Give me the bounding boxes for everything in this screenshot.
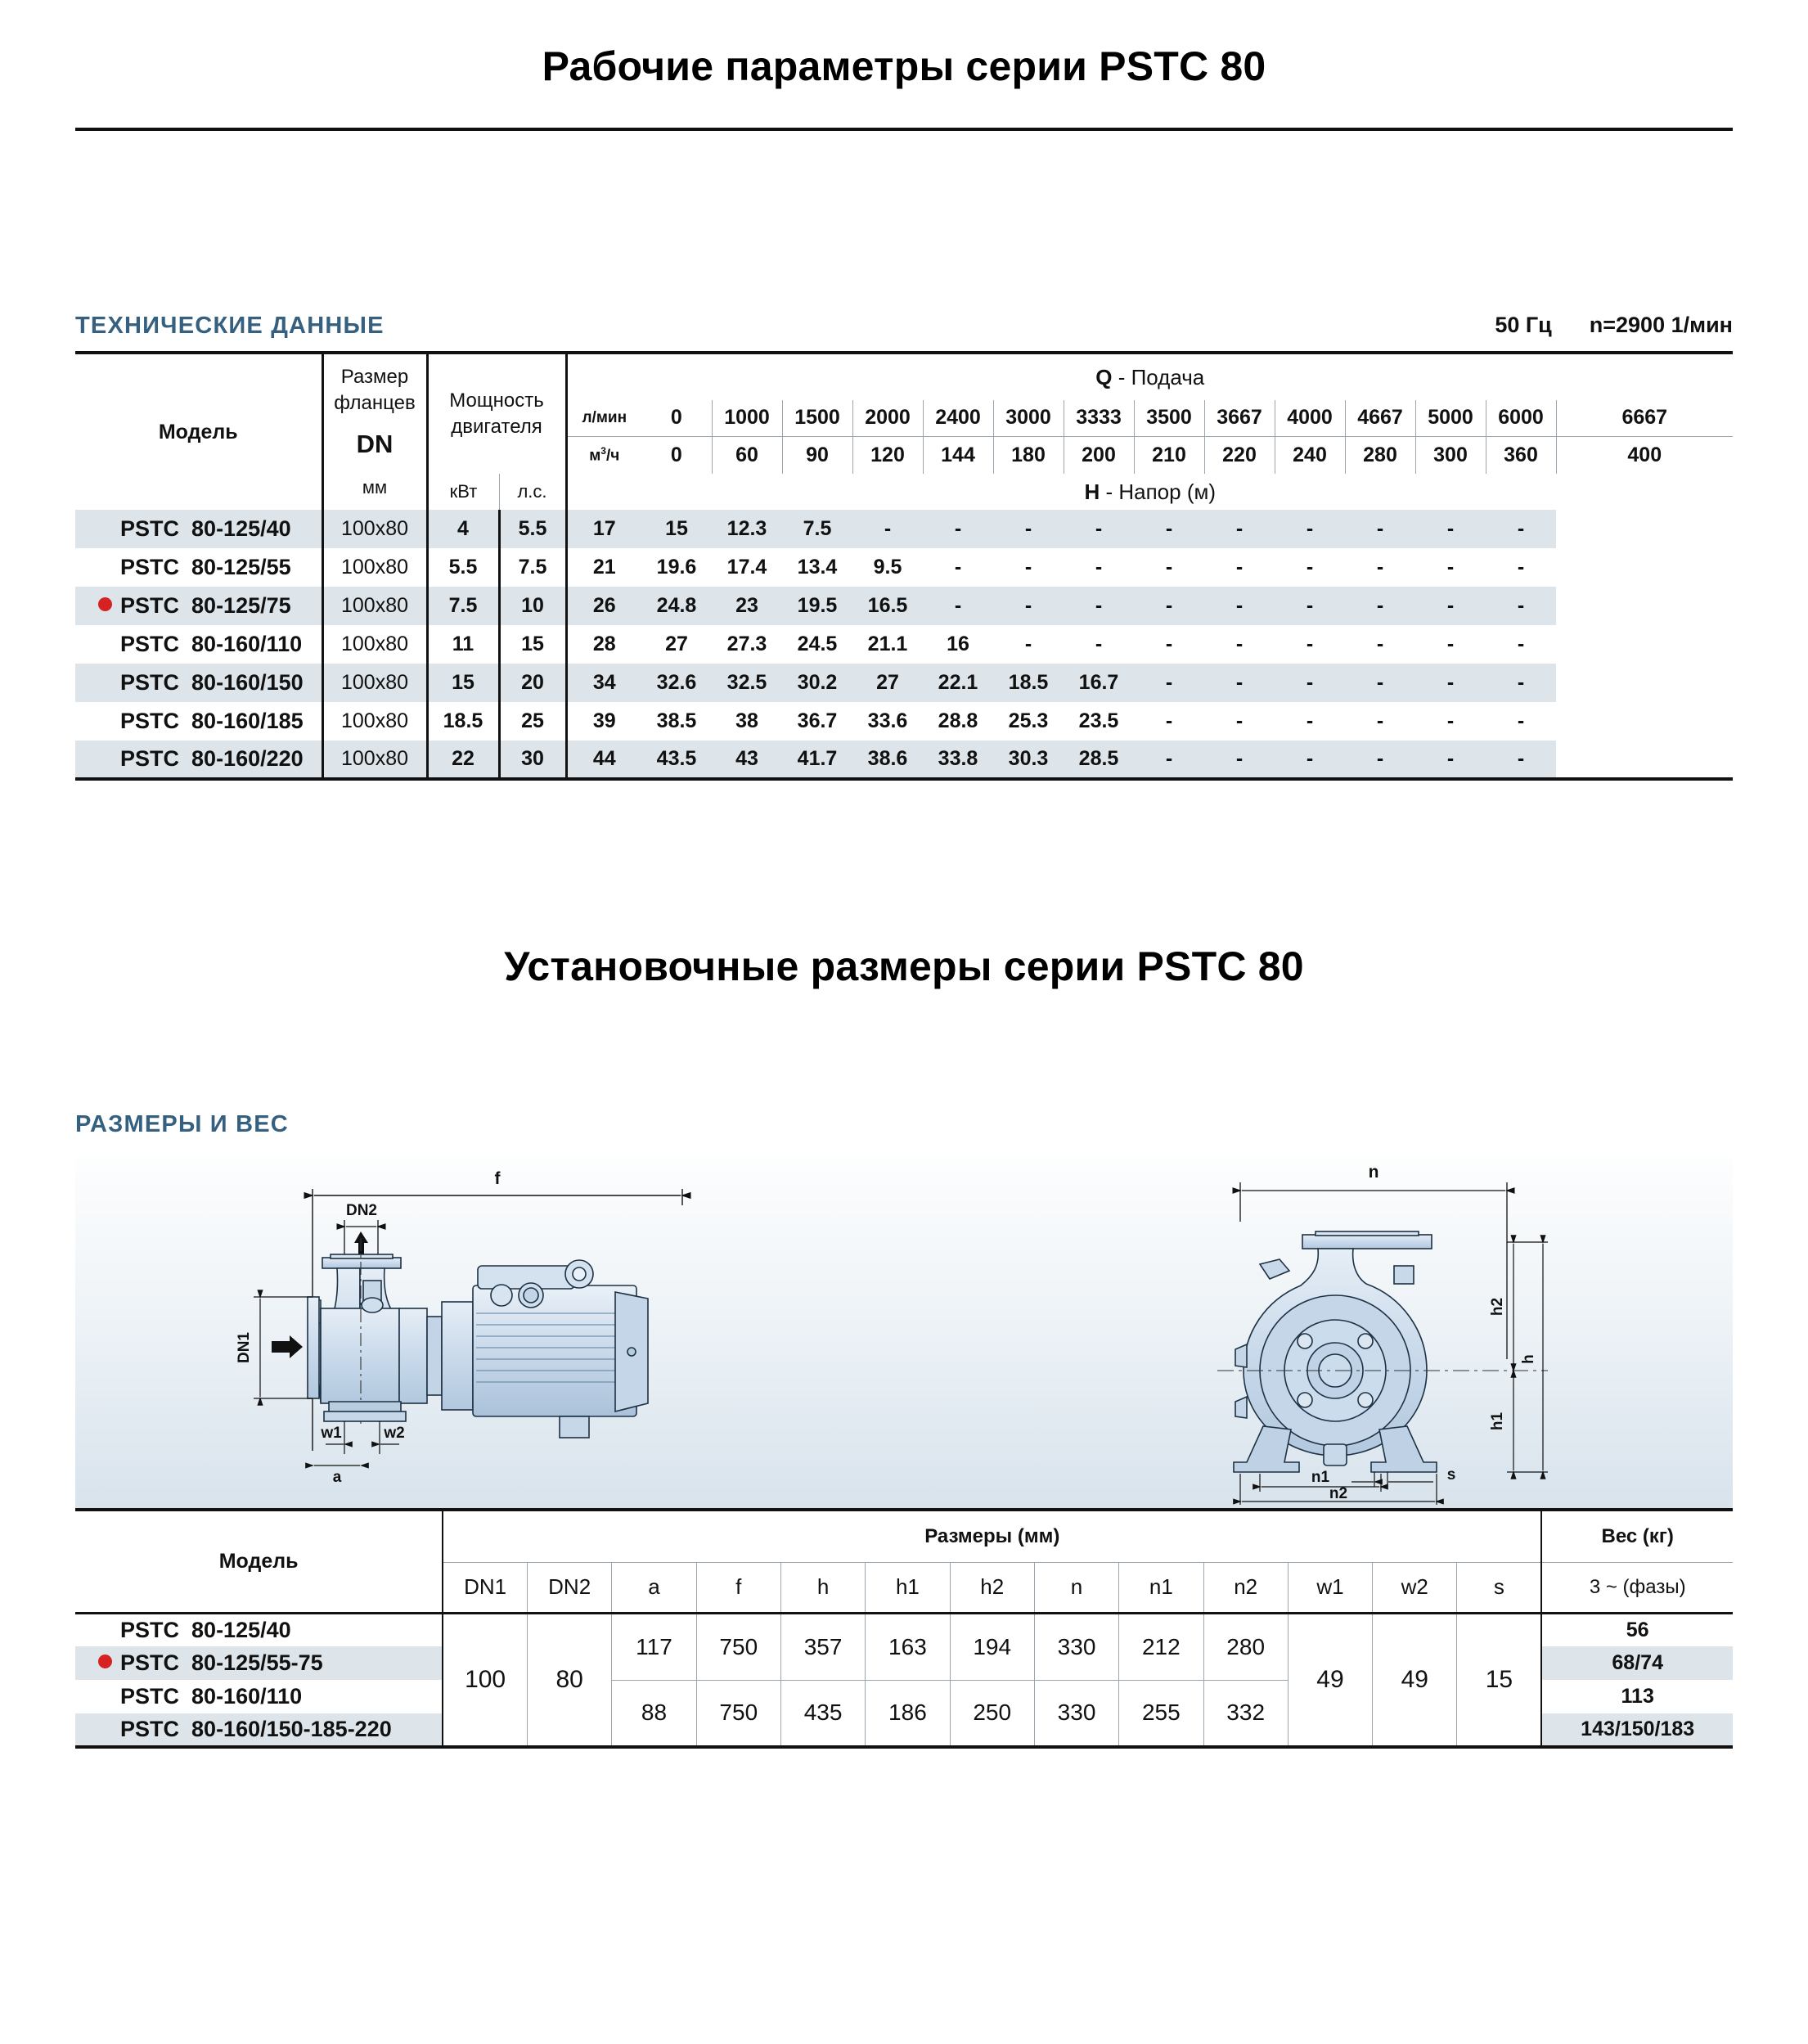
- dimensions-section: [75, 1111, 1733, 1749]
- row-head-0-6: -: [1024, 517, 1032, 540]
- row-hp-2: 10: [499, 587, 566, 625]
- q-m3h-2: 90: [782, 436, 852, 474]
- dim-value-h1-groupA: 163: [866, 1613, 950, 1680]
- row-head-4-7: 16.7: [1078, 671, 1119, 694]
- row-head-1-7: -: [1095, 556, 1103, 579]
- row-head-0-0: 17: [566, 510, 641, 548]
- row-head-2-7: -: [1095, 594, 1103, 617]
- row-model-code-4: 80-160/150: [191, 670, 304, 695]
- dim-col-w2: w2: [1373, 1562, 1457, 1613]
- row-head-5-7: 23.5: [1078, 709, 1119, 732]
- row-model-code-1: 80-125/55: [191, 555, 291, 579]
- row-head-0-5: -: [954, 517, 962, 540]
- row-dn-4: 100x80: [322, 664, 427, 702]
- dim-row-prefix-1: PSTC: [120, 1650, 180, 1675]
- dim-label-f: f: [494, 1169, 501, 1188]
- row-dn-0: 100x80: [322, 510, 427, 548]
- dim-col-n2: n2: [1203, 1562, 1288, 1613]
- dim-value-n1-groupA: 212: [1119, 1613, 1203, 1680]
- row-head-4-3: 30.2: [797, 671, 838, 694]
- row-head-2-1: 24.8: [656, 594, 697, 617]
- row-head-6-11: -: [1376, 747, 1384, 770]
- dim-value-a-groupA: 117: [612, 1613, 696, 1680]
- row-head-1-2: 17.4: [726, 556, 767, 579]
- dim-row-code-0: 80-125/40: [191, 1617, 291, 1642]
- table-row[interactable]: [75, 664, 1733, 702]
- header-h-title: [566, 474, 1733, 510]
- row-head-0-4: -: [884, 517, 892, 540]
- row-model-0: [75, 510, 322, 548]
- row-marker-6: [98, 750, 112, 764]
- row-dn-1: 100x80: [322, 548, 427, 587]
- dim-weight-2: 113: [1541, 1680, 1733, 1713]
- q-m3h-9: 240: [1275, 436, 1345, 474]
- row-head-5-1: 38.5: [656, 709, 697, 732]
- dim-row-model-0: [75, 1613, 443, 1646]
- dim-row-code-2: 80-160/110: [191, 1684, 303, 1709]
- header-flange-size-line2: фланцев: [334, 392, 416, 414]
- row-head-1-13: -: [1517, 556, 1525, 579]
- dim-value-n2-groupB: 332: [1203, 1680, 1288, 1747]
- row-head-1-4: 9.5: [873, 556, 902, 579]
- row-head-2-11: -: [1376, 594, 1384, 617]
- operating-conditions: [1495, 313, 1733, 340]
- row-head-2-4: 16.5: [867, 594, 908, 617]
- q-m3h-10: 280: [1345, 436, 1415, 474]
- row-head-4-13: -: [1517, 671, 1525, 694]
- row-kw-2: 7.5: [427, 587, 499, 625]
- row-head-3-3: 24.5: [797, 633, 838, 655]
- dim-value-w1: 49: [1288, 1613, 1372, 1747]
- dim-row-marker-3: [98, 1721, 112, 1735]
- header-unit-lmin: л/мин: [566, 400, 641, 436]
- table-row[interactable]: [75, 741, 1733, 779]
- q-m3h-1: 60: [712, 436, 782, 474]
- row-head-4-11: -: [1376, 671, 1384, 694]
- row-head-3-13: -: [1517, 633, 1525, 655]
- row-kw-4: 15: [427, 664, 499, 702]
- row-head-3-4: 21.1: [867, 633, 908, 655]
- header-flange-size-line1: Размер: [340, 366, 409, 388]
- row-kw-5: 18.5: [427, 702, 499, 741]
- q-lmin-3: 2000: [852, 400, 923, 436]
- dimensions-section-label: РАЗМЕРЫ И ВЕС: [75, 1111, 289, 1137]
- dim-weight-3: 143/150/183: [1541, 1713, 1733, 1747]
- row-head-5-11: -: [1376, 709, 1384, 732]
- dim-label-dn1: DN1: [236, 1331, 253, 1364]
- row-dn-6: 100x80: [322, 741, 427, 779]
- row-model-prefix-6: PSTC: [120, 746, 180, 771]
- row-head-1-3: 13.4: [797, 556, 838, 579]
- dim-row-marker-2: [98, 1688, 112, 1702]
- dim-header-model: Модель: [218, 1549, 299, 1573]
- row-head-5-3: 36.7: [797, 709, 838, 732]
- dim-value-h-groupB: 435: [780, 1680, 865, 1747]
- row-head-2-8: -: [1165, 594, 1173, 617]
- q-m3h-7: 210: [1134, 436, 1204, 474]
- row-head-2-5: -: [954, 594, 962, 617]
- row-model-2: [75, 587, 322, 625]
- row-marker-2: [98, 597, 112, 611]
- dim-col-w1: w1: [1288, 1562, 1372, 1613]
- row-head-6-9: -: [1235, 747, 1244, 770]
- header-flange-dn: DN: [356, 430, 394, 458]
- technical-data-section-label: ТЕХНИЧЕСКИЕ ДАННЫЕ: [75, 313, 385, 339]
- dim-weight-1: 68/74: [1541, 1646, 1733, 1680]
- row-head-2-9: -: [1235, 594, 1244, 617]
- row-marker-3: [98, 636, 112, 650]
- q-m3h-4: 144: [923, 436, 993, 474]
- row-hp-5: 25: [499, 702, 566, 741]
- dim-col-h1: h1: [866, 1562, 950, 1613]
- row-head-1-0: 21: [566, 548, 641, 587]
- header-model: Модель: [158, 420, 238, 443]
- header-hp: л.с.: [499, 474, 566, 510]
- dim-label-n2: n2: [1329, 1485, 1348, 1502]
- dim-value-dn2: 80: [528, 1613, 612, 1747]
- dim-row-marker-0: [98, 1622, 112, 1636]
- dimensions-table: [75, 1508, 1733, 1749]
- dim-label-dn2: DN2: [345, 1202, 378, 1219]
- dim-value-w2: 49: [1373, 1613, 1457, 1747]
- row-head-6-5: 33.8: [938, 747, 978, 770]
- dim-value-dn1: 100: [443, 1613, 527, 1747]
- row-head-3-8: -: [1165, 633, 1173, 655]
- row-head-5-4: 33.6: [867, 709, 908, 732]
- row-head-2-13: -: [1517, 594, 1525, 617]
- row-model-code-5: 80-160/185: [191, 709, 304, 733]
- dim-col-s: s: [1457, 1562, 1541, 1613]
- row-hp-1: 7.5: [499, 548, 566, 587]
- row-hp-6: 30: [499, 741, 566, 779]
- dim-value-h2-groupB: 250: [950, 1680, 1034, 1747]
- row-kw-3: 11: [427, 625, 499, 664]
- q-lmin-9: 4000: [1275, 400, 1345, 436]
- dim-value-n2-groupA: 280: [1203, 1613, 1288, 1680]
- row-head-0-7: -: [1095, 517, 1103, 540]
- row-head-2-0: 26: [566, 587, 641, 625]
- header-flange-size: [322, 353, 427, 510]
- row-head-4-12: -: [1446, 671, 1455, 694]
- header-h-caption: - Напор (м): [1100, 479, 1217, 504]
- row-head-3-5: 16: [947, 633, 969, 655]
- row-model-code-2: 80-125/75: [191, 593, 291, 618]
- row-model-6: [75, 741, 322, 779]
- dim-row-prefix-3: PSTC: [120, 1717, 180, 1741]
- row-head-3-6: -: [1024, 633, 1032, 655]
- header-q-caption: - Подача: [1112, 364, 1205, 389]
- row-head-6-3: 41.7: [797, 747, 838, 770]
- row-model-5: [75, 702, 322, 741]
- row-model-prefix-0: PSTC: [120, 516, 180, 541]
- row-model-prefix-3: PSTC: [120, 632, 180, 656]
- row-head-4-1: 32.6: [656, 671, 697, 694]
- row-head-6-1: 43.5: [656, 747, 697, 770]
- dim-col-n: n: [1034, 1562, 1118, 1613]
- dim-col-phases: 3 ~ (фазы): [1541, 1562, 1733, 1613]
- header-kw: кВт: [427, 474, 499, 510]
- row-marker-4: [98, 674, 112, 688]
- q-lmin-13: 6667: [1556, 400, 1733, 436]
- row-dn-2: 100x80: [322, 587, 427, 625]
- dim-label-n1: n1: [1311, 1469, 1330, 1486]
- row-model-4: [75, 664, 322, 702]
- row-head-0-13: -: [1517, 517, 1525, 540]
- row-kw-6: 22: [427, 741, 499, 779]
- row-head-1-5: -: [954, 556, 962, 579]
- row-kw-1: 5.5: [427, 548, 499, 587]
- row-head-5-8: -: [1165, 709, 1173, 732]
- row-model-prefix-1: PSTC: [120, 555, 180, 579]
- row-head-6-4: 38.6: [867, 747, 908, 770]
- dim-row-code-1: 80-125/55-75: [191, 1650, 323, 1675]
- dim-header-group-sizes: Размеры (мм): [443, 1510, 1541, 1562]
- q-m3h-11: 300: [1415, 436, 1486, 474]
- row-model-code-0: 80-125/40: [191, 516, 291, 541]
- row-head-5-12: -: [1446, 709, 1455, 732]
- q-lmin-8: 3667: [1204, 400, 1275, 436]
- row-hp-4: 20: [499, 664, 566, 702]
- q-m3h-5: 180: [993, 436, 1064, 474]
- row-head-3-7: -: [1095, 633, 1103, 655]
- dim-value-f-groupA: 750: [696, 1613, 780, 1680]
- row-head-1-9: -: [1235, 556, 1244, 579]
- q-lmin-10: 4667: [1345, 400, 1415, 436]
- table-row[interactable]: [75, 1613, 1733, 1646]
- row-hp-3: 15: [499, 625, 566, 664]
- row-head-0-3: 7.5: [803, 517, 832, 540]
- row-head-4-6: 18.5: [1008, 671, 1049, 694]
- row-head-0-1: 15: [665, 517, 688, 540]
- q-lmin-2: 1500: [782, 400, 852, 436]
- row-head-6-8: -: [1165, 747, 1173, 770]
- q-m3h-12: 360: [1486, 436, 1556, 474]
- row-model-1: [75, 548, 322, 587]
- row-head-0-8: -: [1165, 517, 1173, 540]
- pump-dimension-drawing: [75, 1156, 1733, 1508]
- row-head-5-0: 39: [566, 702, 641, 741]
- row-head-5-10: -: [1306, 709, 1314, 732]
- dim-value-a-groupB: 88: [612, 1680, 696, 1747]
- row-head-2-10: -: [1306, 594, 1314, 617]
- frequency-value: 50 Гц: [1495, 313, 1552, 337]
- row-head-0-9: -: [1235, 517, 1244, 540]
- dim-label-a: a: [332, 1469, 342, 1486]
- dim-row-model-3: [75, 1713, 443, 1747]
- dim-label-h: h: [1520, 1354, 1537, 1364]
- q-m3h-0: 0: [670, 443, 682, 466]
- row-head-4-5: 22.1: [938, 671, 978, 694]
- dim-label-w1: w1: [321, 1425, 342, 1442]
- row-head-4-10: -: [1306, 671, 1314, 694]
- row-head-1-11: -: [1376, 556, 1384, 579]
- pump-diagram-panel: [75, 1156, 1733, 1508]
- dim-weight-0: 56: [1541, 1613, 1733, 1646]
- inlet-flow-arrow-icon: [272, 1335, 303, 1358]
- row-head-1-10: -: [1306, 556, 1314, 579]
- dim-row-model-1: [75, 1646, 443, 1680]
- dim-col-h: h: [780, 1562, 865, 1613]
- row-model-code-3: 80-160/110: [191, 632, 303, 656]
- header-q-title: [566, 353, 1733, 400]
- row-head-0-11: -: [1376, 517, 1384, 540]
- row-head-5-9: -: [1235, 709, 1244, 732]
- table-row[interactable]: [75, 587, 1733, 625]
- table-row[interactable]: [75, 548, 1733, 587]
- q-lmin-7: 3500: [1134, 400, 1204, 436]
- table-row[interactable]: [75, 702, 1733, 741]
- row-head-3-1: 27: [665, 633, 688, 655]
- header-q-symbol: Q: [1095, 364, 1113, 389]
- header-motor-power: [427, 353, 566, 474]
- row-head-1-12: -: [1446, 556, 1455, 579]
- row-head-4-8: -: [1165, 671, 1173, 694]
- header-flange-unit: мм: [362, 477, 388, 497]
- row-head-3-11: -: [1376, 633, 1384, 655]
- dim-label-n: n: [1368, 1163, 1379, 1182]
- q-m3h-3: 120: [852, 436, 923, 474]
- row-head-6-7: 28.5: [1078, 747, 1119, 770]
- row-head-2-6: -: [1024, 594, 1032, 617]
- row-marker-5: [98, 713, 112, 727]
- dim-row-prefix-2: PSTC: [120, 1684, 180, 1709]
- header-motor-power-line1: Мощность: [449, 389, 544, 412]
- table-row[interactable]: [75, 625, 1733, 664]
- technical-data-header-row: [75, 313, 1733, 351]
- dim-value-h2-groupA: 194: [950, 1613, 1034, 1680]
- header-h-symbol: H: [1084, 479, 1100, 504]
- row-model-prefix-2: PSTC: [120, 593, 180, 618]
- q-m3h-8: 220: [1204, 436, 1275, 474]
- dim-col-dn2: DN2: [528, 1562, 612, 1613]
- row-model-3: [75, 625, 322, 664]
- row-head-0-12: -: [1446, 517, 1455, 540]
- row-kw-0: 4: [427, 510, 499, 548]
- dim-value-s: 15: [1457, 1613, 1541, 1747]
- row-head-3-12: -: [1446, 633, 1455, 655]
- dim-header-row-groups: [75, 1510, 1733, 1562]
- dim-value-h-groupA: 357: [780, 1613, 865, 1680]
- row-dn-5: 100x80: [322, 702, 427, 741]
- row-dn-3: 100x80: [322, 625, 427, 664]
- q-m3h-6: 200: [1064, 436, 1134, 474]
- dim-value-n-groupB: 330: [1034, 1680, 1118, 1747]
- row-head-4-4: 27: [876, 671, 899, 694]
- q-lmin-12: 6000: [1486, 400, 1556, 436]
- dim-label-s: s: [1446, 1466, 1456, 1483]
- dim-col-h2: h2: [950, 1562, 1034, 1613]
- row-head-5-2: 38: [735, 709, 758, 732]
- row-head-5-13: -: [1517, 709, 1525, 732]
- dim-row-code-3: 80-160/150-185-220: [191, 1717, 392, 1741]
- row-head-4-9: -: [1235, 671, 1244, 694]
- dim-header-group-weight: Вес (кг): [1541, 1510, 1733, 1562]
- row-head-1-8: -: [1165, 556, 1173, 579]
- dim-label-w2: w2: [384, 1425, 405, 1442]
- dim-value-f-groupB: 750: [696, 1680, 780, 1747]
- title-divider-rule: [75, 128, 1733, 131]
- row-head-1-1: 19.6: [656, 556, 697, 579]
- row-head-3-2: 27.3: [726, 633, 767, 655]
- q-lmin-11: 5000: [1415, 400, 1486, 436]
- row-head-4-0: 34: [566, 664, 641, 702]
- row-head-5-6: 25.3: [1008, 709, 1049, 732]
- header-motor-power-line2: двигателя: [451, 416, 542, 438]
- row-head-6-10: -: [1306, 747, 1314, 770]
- dim-col-a: a: [612, 1562, 696, 1613]
- technical-data-table: [75, 351, 1733, 781]
- q-lmin-6: 3333: [1064, 400, 1134, 436]
- dim-label-h1: h1: [1489, 1411, 1506, 1431]
- dim-row-model-2: [75, 1680, 443, 1713]
- page-title-performance: Рабочие параметры серии PSTC 80: [542, 43, 1266, 89]
- dim-value-n1-groupB: 255: [1119, 1680, 1203, 1747]
- row-model-prefix-4: PSTC: [120, 670, 180, 695]
- row-head-6-6: 30.3: [1008, 747, 1049, 770]
- row-marker-1: [98, 559, 112, 573]
- row-head-6-13: -: [1517, 747, 1525, 770]
- dim-col-f: f: [696, 1562, 780, 1613]
- row-head-2-3: 19.5: [797, 594, 838, 617]
- row-marker-0: [98, 520, 112, 534]
- row-head-0-2: 12.3: [726, 517, 767, 540]
- technical-data-section: [75, 313, 1733, 781]
- row-model-prefix-5: PSTC: [120, 709, 180, 733]
- speed-value: n=2900 1/мин: [1589, 313, 1733, 337]
- dim-col-n1: n1: [1119, 1562, 1203, 1613]
- q-lmin-5: 3000: [993, 400, 1064, 436]
- dim-row-prefix-0: PSTC: [120, 1617, 180, 1642]
- table-header-row-q-title: [75, 353, 1733, 400]
- row-head-6-12: -: [1446, 747, 1455, 770]
- row-head-6-0: 44: [566, 741, 641, 779]
- table-row[interactable]: [75, 510, 1733, 548]
- row-head-1-6: -: [1024, 556, 1032, 579]
- row-head-5-5: 28.8: [938, 709, 978, 732]
- dim-row-marker-1: [98, 1655, 112, 1668]
- dim-col-dn1: DN1: [443, 1562, 527, 1613]
- row-head-2-2: 23: [735, 594, 758, 617]
- q-lmin-1: 1000: [712, 400, 782, 436]
- row-hp-0: 5.5: [499, 510, 566, 548]
- row-model-code-6: 80-160/220: [191, 746, 304, 771]
- row-head-0-10: -: [1306, 517, 1314, 540]
- dim-value-h1-groupB: 186: [866, 1680, 950, 1747]
- row-head-4-2: 32.5: [726, 671, 767, 694]
- row-head-2-12: -: [1446, 594, 1455, 617]
- page-title-dimensions: Установочные размеры серии PSTC 80: [504, 943, 1304, 989]
- header-unit-m3h: $м^3/ч$: [566, 436, 641, 474]
- q-lmin-4: 2400: [923, 400, 993, 436]
- row-head-3-9: -: [1235, 633, 1244, 655]
- q-m3h-13: 400: [1556, 436, 1733, 474]
- q-lmin-0: 0: [641, 400, 712, 436]
- dim-value-n-groupA: 330: [1034, 1613, 1118, 1680]
- row-head-3-0: 28: [566, 625, 641, 664]
- dim-label-h2: h2: [1489, 1297, 1506, 1317]
- row-head-3-10: -: [1306, 633, 1314, 655]
- row-head-6-2: 43: [735, 747, 758, 770]
